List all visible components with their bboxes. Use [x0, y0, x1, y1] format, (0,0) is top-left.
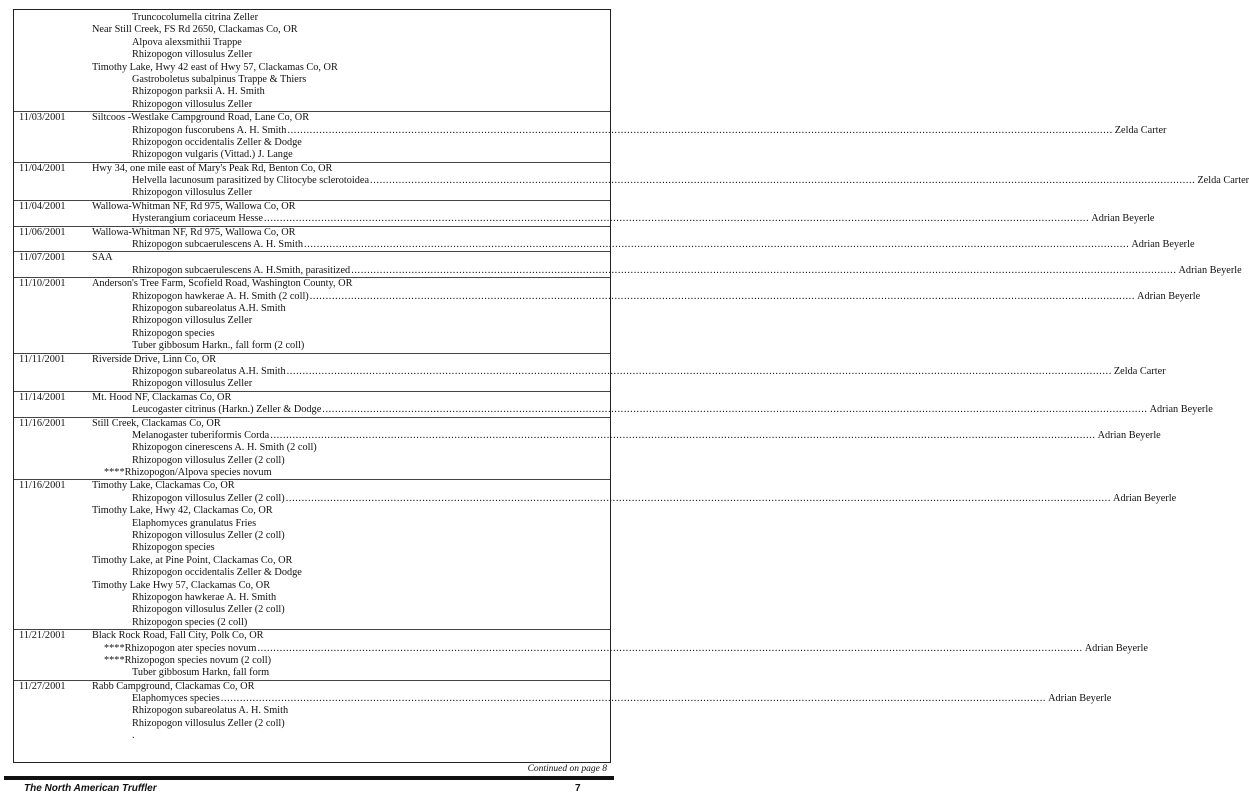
species-name: Rhizopogon villosulus Zeller — [132, 98, 253, 110]
collector-name: Adrian Beyerle — [1178, 264, 1242, 276]
record-line — [14, 505, 610, 517]
species-name: Rhizopogon villosulus Zeller (2 coll) — [132, 717, 285, 729]
species-name: Rhizopogon villosulus Zeller — [132, 49, 253, 61]
species-entry — [132, 175, 1249, 187]
leader-dots: .................................................................................................................................................................................................................................................................... — [304, 239, 1130, 251]
species-name: Rhizopogon vulgaris (Vittad.) J. Lange — [132, 149, 293, 161]
location-text: Siltcoos -Westlake Campground Road, Lane Co, OR — [92, 112, 310, 124]
record-line — [14, 592, 610, 604]
record-line — [14, 264, 1242, 278]
publication-title: The North American Truffler — [24, 783, 157, 794]
record-line — [14, 480, 610, 492]
record-line — [14, 555, 610, 567]
species-entry — [132, 239, 1195, 251]
leader-dots: .................................................................................................................................................................................................................................................................... — [370, 175, 1196, 187]
species-entry — [132, 705, 288, 717]
record-line — [14, 252, 610, 264]
record-line — [14, 340, 610, 353]
species-entry — [132, 86, 265, 98]
species-name: Truncocolumella citrina Zeller — [132, 12, 259, 23]
location-text: Wallowa-Whitman NF, Rd 975, Wallowa Co, OR — [92, 200, 296, 212]
species-entry — [132, 290, 1201, 303]
record-line — [14, 580, 610, 592]
record-line — [14, 530, 610, 542]
species-name: Melanogaster tuberiformis Corda — [132, 429, 270, 441]
species-entry — [104, 467, 272, 479]
species-entry — [132, 378, 252, 390]
species-name: Rhizopogon villosulus Zeller (2 coll) — [132, 530, 285, 542]
species-entry — [132, 49, 252, 61]
leader-dots: .................................................................................................................................................................................................................................................................... — [257, 642, 1083, 654]
collector-name: Adrian Beyerle — [1137, 290, 1201, 302]
page-number: 7 — [575, 783, 581, 794]
record-line — [14, 630, 610, 642]
species-name: ****Rhizopogon species novum (2 coll) — [104, 654, 272, 666]
record-line — [14, 642, 1148, 655]
species-name: Elaphomyces granulatus Fries — [132, 517, 257, 529]
record-line — [14, 290, 1201, 303]
species-entry — [132, 137, 302, 149]
species-name: Rhizopogon subareolatus A. H. Smith — [132, 705, 289, 717]
species-entry — [132, 492, 1177, 505]
species-entry — [132, 149, 293, 161]
species-name: Elaphomyces species — [132, 693, 220, 705]
records-table-frame — [13, 9, 1249, 763]
record-line — [14, 655, 610, 667]
species-entry — [132, 404, 1213, 416]
record-line — [14, 418, 610, 430]
record-line — [14, 86, 610, 98]
species-entry — [132, 530, 285, 542]
continued-note: Continued on page 8 — [527, 764, 607, 774]
species-entry — [132, 542, 215, 554]
leader-dots: .................................................................................................................................................................................................................................................................... — [287, 124, 1113, 136]
record-line — [14, 175, 1249, 187]
collection-date: 11/06/2001 — [19, 226, 66, 238]
collection-records-list — [14, 12, 1249, 743]
record-line — [14, 201, 610, 213]
species-entry — [132, 37, 242, 49]
species-entry — [132, 429, 1161, 442]
record-line — [14, 705, 610, 717]
record-line — [14, 163, 610, 175]
collection-date: 11/11/2001 — [19, 353, 66, 365]
record-line — [14, 62, 610, 74]
collection-date: 11/16/2001 — [19, 417, 66, 429]
record-line — [14, 49, 610, 61]
collector-name: Adrian Beyerle — [1091, 213, 1155, 225]
collection-date: 11/07/2001 — [19, 252, 66, 264]
species-entry — [132, 303, 286, 315]
location-text: Anderson's Tree Farm, Scofield Road, Washington County, OR — [92, 278, 353, 290]
location-text: Black Rock Road, Fall City, Polk Co, OR — [92, 630, 264, 642]
record-line — [14, 24, 610, 36]
species-entry — [132, 99, 252, 111]
collection-date: 11/04/2001 — [19, 162, 66, 174]
collection-date: 11/27/2001 — [19, 680, 66, 692]
record-line — [14, 667, 610, 680]
species-name: Rhizopogon cinerescens A. H. Smith (2 coll) — [132, 442, 317, 454]
record-line — [14, 303, 610, 315]
collector-name: Zelda Carter — [1114, 124, 1167, 136]
record-line — [14, 518, 610, 530]
species-entry — [132, 693, 1112, 705]
location-text: Wallowa-Whitman NF, Rd 975, Wallowa Co, OR — [92, 226, 296, 238]
record-line — [14, 99, 610, 112]
location-text: Timothy Lake Hwy 57, Clackamas Co, OR — [92, 579, 271, 591]
location-text: Still Creek, Clackamas Co, OR — [92, 417, 221, 429]
species-name: Hysterangium coriaceum Hesse — [132, 213, 263, 225]
species-entry — [132, 12, 258, 24]
collection-date: 11/21/2001 — [19, 630, 66, 642]
record-line — [14, 567, 610, 579]
species-name: Tuber gibbosum Harkn., fall form (2 coll) — [132, 340, 305, 352]
collector-name: Adrian Beyerle — [1048, 693, 1112, 705]
species-entry — [104, 642, 1148, 655]
collector-name: Adrian Beyerle — [1097, 429, 1161, 441]
species-entry — [132, 187, 252, 199]
location-text: Hwy 34, one mile east of Mary's Peak Rd, Benton Co, OR — [92, 162, 333, 174]
leader-dots: .................................................................................................................................................................................................................................................................... — [309, 290, 1136, 302]
location-text: SAA — [92, 252, 113, 264]
record-line — [14, 315, 610, 327]
collector-name: Adrian Beyerle — [1113, 492, 1177, 504]
species-entry — [132, 617, 247, 629]
collector-name: Adrian Beyerle — [1149, 404, 1213, 416]
record-line — [14, 392, 610, 404]
species-entry — [132, 315, 252, 327]
record-line — [14, 187, 610, 200]
collector-name: Zelda Carter — [1113, 365, 1166, 377]
species-name: Helvella lacunosum parasitized by Clitocybe sclerotoidea — [132, 175, 370, 187]
record-line — [14, 617, 610, 630]
species-name: Rhizopogon hawkerae A. H. Smith — [132, 591, 277, 603]
location-text: Timothy Lake, Hwy 42 east of Hwy 57, Clackamas Co, OR — [92, 61, 338, 73]
species-name: Alpova alexsmithii Trappe — [132, 36, 242, 48]
species-entry — [132, 340, 304, 352]
species-entry — [132, 124, 1167, 137]
species-name: Rhizopogon fuscorubens A. H. Smith — [132, 124, 287, 136]
species-name: Tuber gibbosum Harkn, fall form — [132, 667, 270, 679]
species-name: Rhizopogon occidentalis Zeller & Dodge — [132, 136, 302, 148]
record-line — [14, 112, 610, 124]
record-line — [14, 404, 1213, 417]
record-line — [14, 718, 610, 730]
species-name: ****Rhizopogon/Alpova species novum — [104, 467, 272, 479]
record-line — [14, 730, 610, 742]
species-name: Rhizopogon hawkerae A. H. Smith (2 coll) — [132, 290, 309, 302]
record-line — [14, 378, 610, 391]
collector-name: Zelda Carter — [1197, 175, 1249, 187]
record-line — [14, 137, 610, 149]
collector-name: Adrian Beyerle — [1131, 239, 1195, 251]
species-entry — [132, 718, 285, 730]
location-text: Timothy Lake, at Pine Point, Clackamas Co, OR — [92, 554, 293, 566]
record-line — [14, 455, 610, 467]
record-line — [14, 239, 1195, 252]
leader-dots: .................................................................................................................................................................................................................................................................... — [220, 693, 1047, 705]
species-name: . — [132, 730, 135, 742]
location-text: Timothy Lake, Clackamas Co, OR — [92, 480, 235, 492]
species-name: Rhizopogon villosulus Zeller (2 coll) — [132, 454, 285, 466]
footer-bar — [4, 776, 614, 780]
record-line — [14, 149, 610, 162]
location-text: Riverside Drive, Linn Co, OR — [92, 353, 217, 365]
species-name: Rhizopogon villosulus Zeller — [132, 315, 253, 327]
leader-dots: .................................................................................................................................................................................................................................................................... — [270, 429, 1096, 441]
species-name: Rhizopogon species — [132, 542, 215, 554]
record-line — [14, 693, 1112, 705]
species-entry — [132, 592, 276, 604]
leader-dots: .................................................................................................................................................................................................................................................................... — [322, 404, 1148, 416]
species-name: Rhizopogon villosulus Zeller (2 coll) — [132, 604, 285, 616]
species-name: Rhizopogon subcaerulescens A. H.Smith, parasitized — [132, 264, 351, 276]
location-text: Rabb Campground, Clackamas Co, OR — [92, 680, 255, 692]
location-text: Timothy Lake, Hwy 42, Clackamas Co, OR — [92, 505, 273, 517]
species-name: Rhizopogon occidentalis Zeller & Dodge — [132, 567, 302, 579]
species-name: Rhizopogon species — [132, 327, 215, 339]
species-entry — [132, 365, 1166, 378]
species-name: Rhizopogon subareolatus A.H. Smith — [132, 365, 286, 377]
species-name: Rhizopogon subareolatus A.H. Smith — [132, 302, 286, 314]
species-name: Rhizopogon villosulus Zeller — [132, 187, 253, 199]
record-line — [14, 328, 610, 340]
record-line — [14, 213, 1155, 226]
record-line — [14, 681, 610, 693]
collection-date: 11/14/2001 — [19, 391, 66, 403]
record-line — [14, 12, 610, 24]
record-line — [14, 278, 610, 290]
species-entry — [132, 328, 215, 340]
leader-dots: .................................................................................................................................................................................................................................................................... — [351, 264, 1177, 276]
species-entry — [104, 655, 271, 667]
record-line — [14, 365, 1166, 378]
species-entry — [132, 518, 256, 530]
record-line — [14, 37, 610, 49]
collection-date: 11/04/2001 — [19, 200, 66, 212]
collection-date: 11/10/2001 — [19, 278, 66, 290]
species-entry — [132, 455, 285, 467]
record-line — [14, 124, 1167, 137]
species-name: Gastroboletus subalpinus Trappe & Thiers — [132, 73, 307, 85]
record-line — [14, 227, 610, 239]
species-entry — [132, 442, 317, 454]
species-name: Rhizopogon species (2 coll) — [132, 616, 248, 628]
species-name: Rhizopogon subcaerulescens A. H. Smith — [132, 239, 304, 251]
species-entry — [132, 604, 285, 616]
collection-date: 11/16/2001 — [19, 480, 66, 492]
record-line — [14, 542, 610, 554]
record-line — [14, 604, 610, 616]
species-name: Rhizopogon parksii A. H. Smith — [132, 86, 265, 98]
species-entry — [132, 567, 302, 579]
record-line — [14, 442, 610, 454]
record-line — [14, 429, 1161, 442]
collector-name: Adrian Beyerle — [1084, 642, 1148, 654]
species-entry — [132, 667, 269, 679]
species-name: ****Rhizopogon ater species novum — [104, 642, 257, 654]
species-entry — [132, 74, 306, 86]
species-name: Leucogaster citrinus (Harkn.) Zeller & Dodge — [132, 404, 322, 416]
location-text: Mt. Hood NF, Clackamas Co, OR — [92, 391, 232, 403]
leader-dots: .................................................................................................................................................................................................................................................................... — [285, 492, 1112, 504]
species-name: Rhizopogon villosulus Zeller (2 coll) — [132, 492, 285, 504]
leader-dots: .................................................................................................................................................................................................................................................................... — [263, 213, 1090, 225]
record-line — [14, 492, 1177, 505]
leader-dots: .................................................................................................................................................................................................................................................................... — [286, 365, 1112, 377]
record-line — [14, 354, 610, 366]
species-entry — [132, 730, 135, 742]
record-line — [14, 74, 610, 86]
species-name: Rhizopogon villosulus Zeller — [132, 378, 253, 390]
record-line — [14, 467, 610, 480]
species-entry — [132, 264, 1242, 277]
species-entry — [132, 213, 1155, 225]
collection-date: 11/03/2001 — [19, 112, 66, 124]
location-text: Near Still Creek, FS Rd 2650, Clackamas Co, OR — [92, 24, 298, 36]
